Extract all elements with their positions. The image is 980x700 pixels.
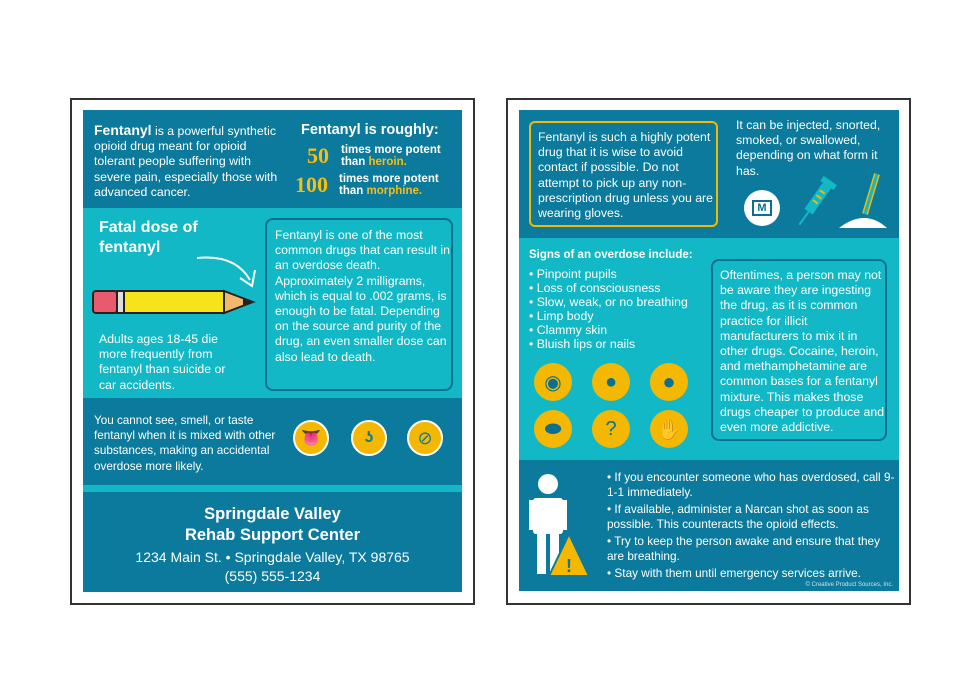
lips-icon: ⬬ [534, 410, 572, 448]
pill-letter: M [752, 200, 771, 216]
action-item: • Stay with them until emergency services arrive. [607, 566, 897, 581]
potency-number: 50 [307, 143, 329, 168]
action-item: • If available, administer a Narcan shot as soon as possible. This counteracts the opioid effects. [607, 502, 897, 532]
potency-heroin [307, 143, 441, 169]
action-item: • Try to keep the person awake and ensure that they are breathing. [607, 534, 897, 564]
signs-title: Signs of an overdose include: [529, 249, 693, 261]
intro-text [94, 123, 284, 200]
potency-morphine [295, 172, 439, 198]
sign-item: • Loss of consciousness [529, 281, 688, 295]
action-item: • If you encounter someone who has overdosed, call 9-1-1 immediately. [607, 470, 897, 500]
sign-item: • Pinpoint pupils [529, 267, 688, 281]
actions-list [607, 470, 897, 581]
forms-text: It can be injected, snorted, smoked, or swallowed, depending on what form it has. [736, 118, 881, 178]
fatal-dose-info-text: Fentanyl is one of the most common drugs that can result in an overdose death. Approximately 2 milligrams, which is equal to .002 grams, is enough to be fatal. Depending on the source and purity of the drug, an even smaller dose can also lead to death. [275, 228, 450, 364]
syringe-icon [794, 172, 839, 230]
adults-text: Adults ages 18-45 die more frequently from fentanyl than suicide or car accidents. [99, 332, 226, 392]
potency-line: times more potent [341, 144, 441, 156]
intro-section [83, 110, 462, 208]
pill-icon [744, 190, 780, 226]
person-warning-icon [529, 472, 591, 582]
potency-line: times more potent [339, 173, 439, 185]
potency-drug: morphine. [366, 185, 423, 197]
sign-item: • Slow, weak, or no breathing [529, 295, 688, 309]
copyright: © Creative Product Sources, Inc. [805, 582, 893, 588]
org-name-line-2: Rehab Support Center [184, 526, 361, 544]
intro-bold: Fentanyl [94, 122, 152, 138]
avoid-contact-text: Fentanyl is such a highly potent drug that it is wise to avoid contact if possible. Do not attempt to pick up any non-prescription drug unless you are wearing gloves. [538, 130, 713, 221]
left-flyer-page [70, 98, 475, 605]
right-flyer-page [506, 98, 911, 605]
no-smell-icon: ʖ [351, 420, 387, 456]
intro-rest: is a powerful synthetic opioid drug meant for opioid tolerant people suffering with severe pain, especially those with advanced cancer. [94, 124, 278, 199]
divider-stripe [83, 485, 462, 492]
sign-item: • Bluish lips or nails [529, 337, 688, 351]
cannot-detect-section [83, 398, 462, 485]
potency-prefix: than [339, 185, 367, 197]
unconscious-person-icon: ● [592, 363, 630, 401]
avoid-contact-box [529, 121, 718, 227]
confused-head-icon: ? [592, 410, 630, 448]
sign-item: • Limp body [529, 309, 688, 323]
breathing-head-icon: ● [650, 363, 688, 401]
org-name-line-1: Springdale Valley [204, 505, 341, 523]
fatal-dose-info-box [265, 218, 453, 391]
roughly-title: Fentanyl is roughly: [301, 122, 439, 138]
phone: (555) 555-1234 [224, 568, 321, 584]
no-taste-icon: 👅 [293, 420, 329, 456]
fatal-dose-title: Fatal dose of fentanyl [99, 219, 198, 256]
potency-drug: heroin. [368, 156, 407, 168]
signs-list [529, 267, 688, 351]
pupil-icon: ◉ [534, 363, 572, 401]
address: 1234 Main St. • Springdale Valley, TX 98765 [135, 549, 410, 565]
contact-footer [83, 492, 462, 592]
oftentimes-text: Oftentimes, a person may not be aware they are ingesting the drug, as it is common practice for illicit manufacturers to mix it in other drugs. Cocaine, heroin, and methamphetamine are common bases for a fentanyl mixture. This makes those drugs cheaper to produce and even more addictive. [720, 268, 885, 435]
sign-item: • Clammy skin [529, 323, 688, 337]
svg-text:!: ! [566, 556, 572, 576]
hand-icon: ✋ [650, 410, 688, 448]
overdose-signs-section [519, 238, 899, 460]
fatal-dose-section [83, 208, 462, 398]
pencil-icon [91, 288, 259, 318]
no-see-icon: ⊘ [407, 420, 443, 456]
avoid-contact-section [519, 110, 899, 238]
emergency-actions-section [519, 460, 899, 591]
potency-number: 100 [295, 172, 328, 197]
potency-prefix: than [341, 156, 369, 168]
snorting-straw-powder-icon [837, 170, 889, 230]
arrow-icon [195, 248, 263, 293]
oftentimes-box [711, 259, 887, 441]
cannot-detect-text: You cannot see, smell, or taste fentanyl when it is mixed with other substances, making an accidental overdose more likely. [94, 414, 276, 473]
